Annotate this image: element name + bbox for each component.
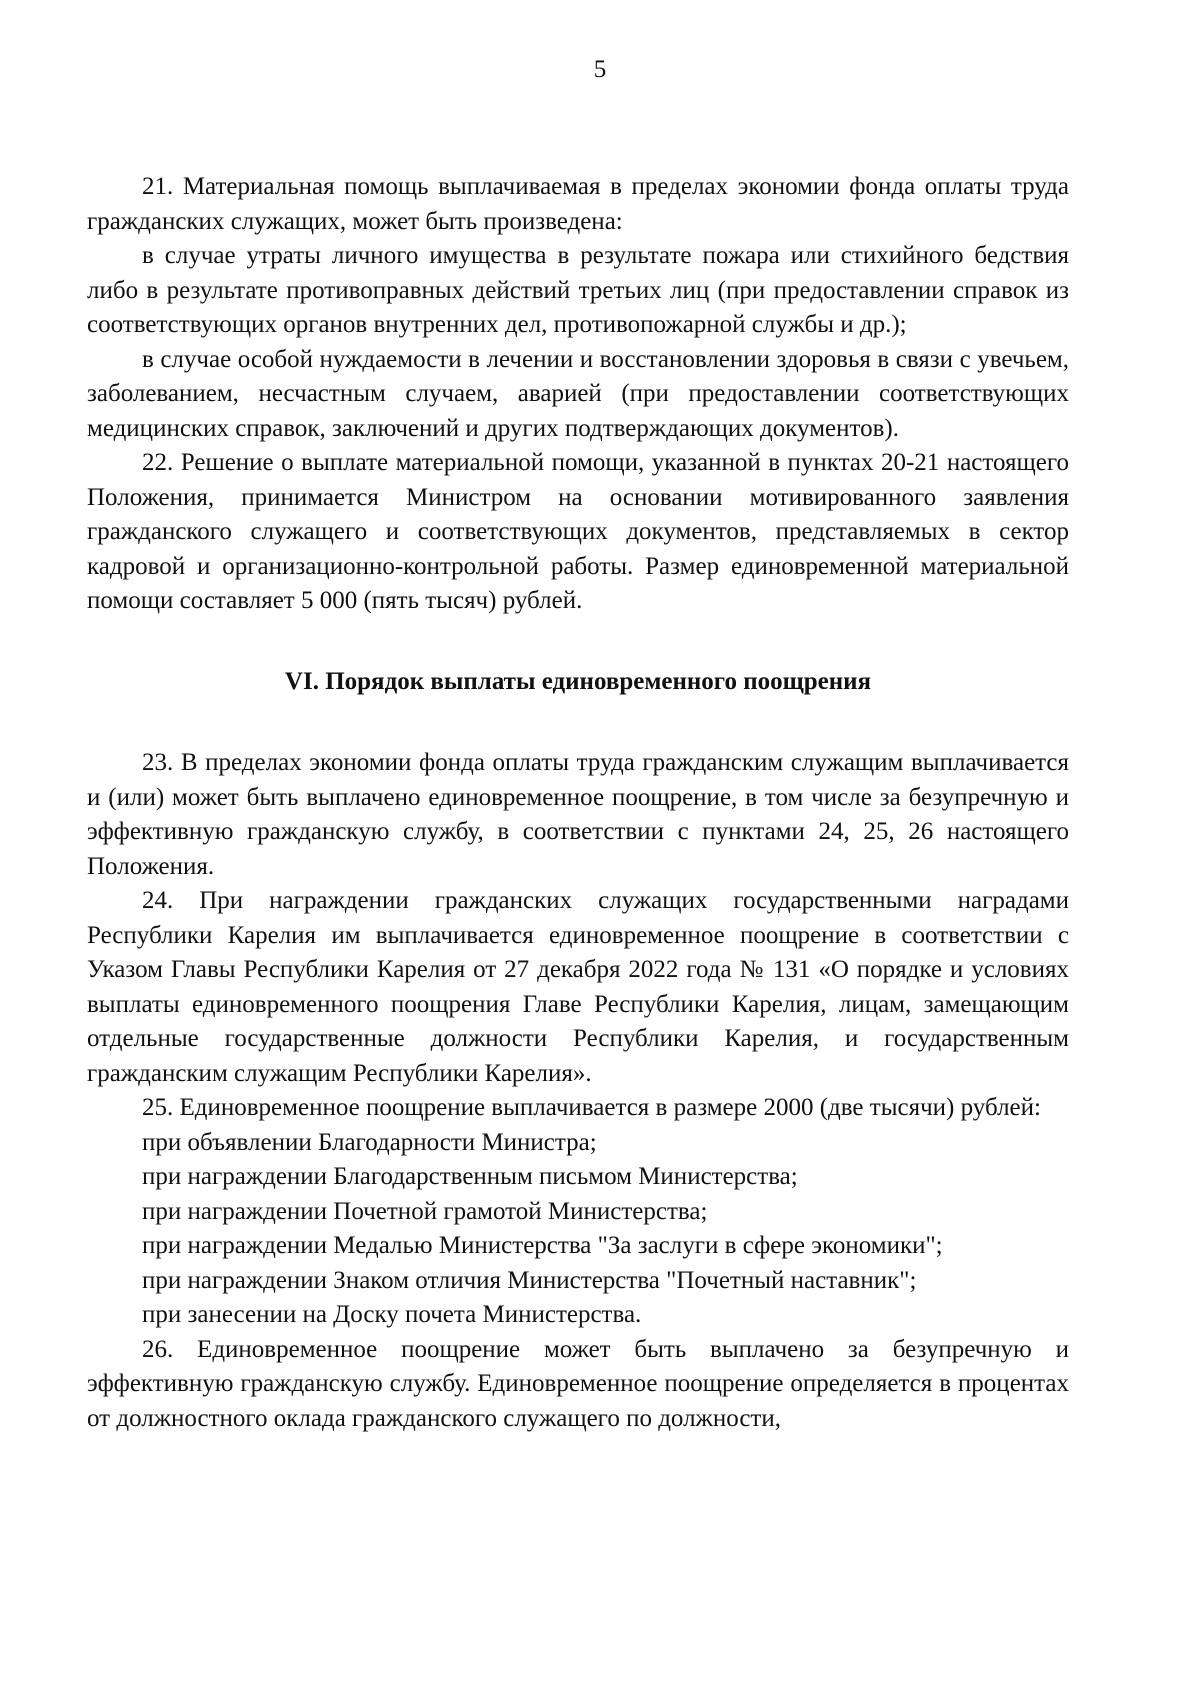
section-heading: VI. Порядок выплаты единовременного поощрения [284, 667, 872, 695]
list-item: при награждении Благодарственным письмом Министерства; [142, 1163, 798, 1190]
paragraph-23: 23. В пределах экономии фонда оплаты труда гражданским служащим выплачивается и (или) может быть выплачено единовременное поощрение, в том числе за безупречную и эффективную гражданскую службу, в соответствии с пунктами 24, 25, 26 настоящего Положения. [87, 749, 1069, 880]
paragraph-22: 22. Решение о выплате материальной помощи, указанной в пунктах 20-21 настоящего Положения, принимается Министром на основании мотивированного заявления гражданского служащего и соответствующих документов, представляемых в сектор кадровой и организационно-контрольной работы. Размер единовременной материальной помощи составляет 5 000 (пять тысяч) рублей. [87, 449, 1069, 614]
paragraph-24: 24. При награждении гражданских служащих государственными наградами Республики Карелия им выплачивается единовременное поощрение в соответствии с Указом Главы Республики Карелия от 27 декабря 2022 года № 131 «О порядке и условиях выплаты единовременного поощрения Главе Республики Карелия, лицам, замещающим отдельные государственные должности Республики Карелия, и государственным гражданским служащим Республики Карелия». [87, 887, 1069, 1087]
list-item: при награждении Медалью Министерства "За заслуги в сфере экономики"; [142, 1232, 943, 1259]
document-body [87, 170, 1069, 1436]
list-item: при награждении Почетной грамотой Министерства; [142, 1197, 708, 1225]
paragraph-21-case-property: в случае утраты личного имущества в результате пожара или стихийного бедствия либо в результате противоправных действий третьих лиц (при предоставлении справок из соответствующих органов внутренних дел, противопожарной службы и др.); [87, 242, 1069, 338]
paragraph-26: 26. Единовременное поощрение может быть выплачено за безупречную и эффективную гражданскую службу. Единовременное поощрение определяется в процентах от должностного оклада гражданского служащего по должности, [87, 1335, 1069, 1432]
page-number: 5 [593, 56, 607, 83]
list-item: при награждении Знаком отличия Министерства "Почетный наставник"; [142, 1266, 917, 1294]
paragraph-21: 21. Материальная помощь выплачиваемая в пределах экономии фонда оплаты труда гражданских служащих, может быть произведена: [87, 173, 1069, 235]
list-item: при занесении на Доску почета Министерства. [142, 1301, 642, 1328]
paragraph-21-case-health: в случае особой нуждаемости в лечении и восстановлении здоровья в связи с увечьем, заболеванием, несчастным случаем, аварией (при предоставлении соответствующих медицинских справок, заключений и других подтверждающих документов). [87, 345, 1069, 442]
paragraph-25: 25. Единовременное поощрение выплачивается в размере 2000 (две тысячи) рублей: [142, 1094, 1041, 1121]
list-item: при объявлении Благодарности Министра; [142, 1128, 597, 1156]
